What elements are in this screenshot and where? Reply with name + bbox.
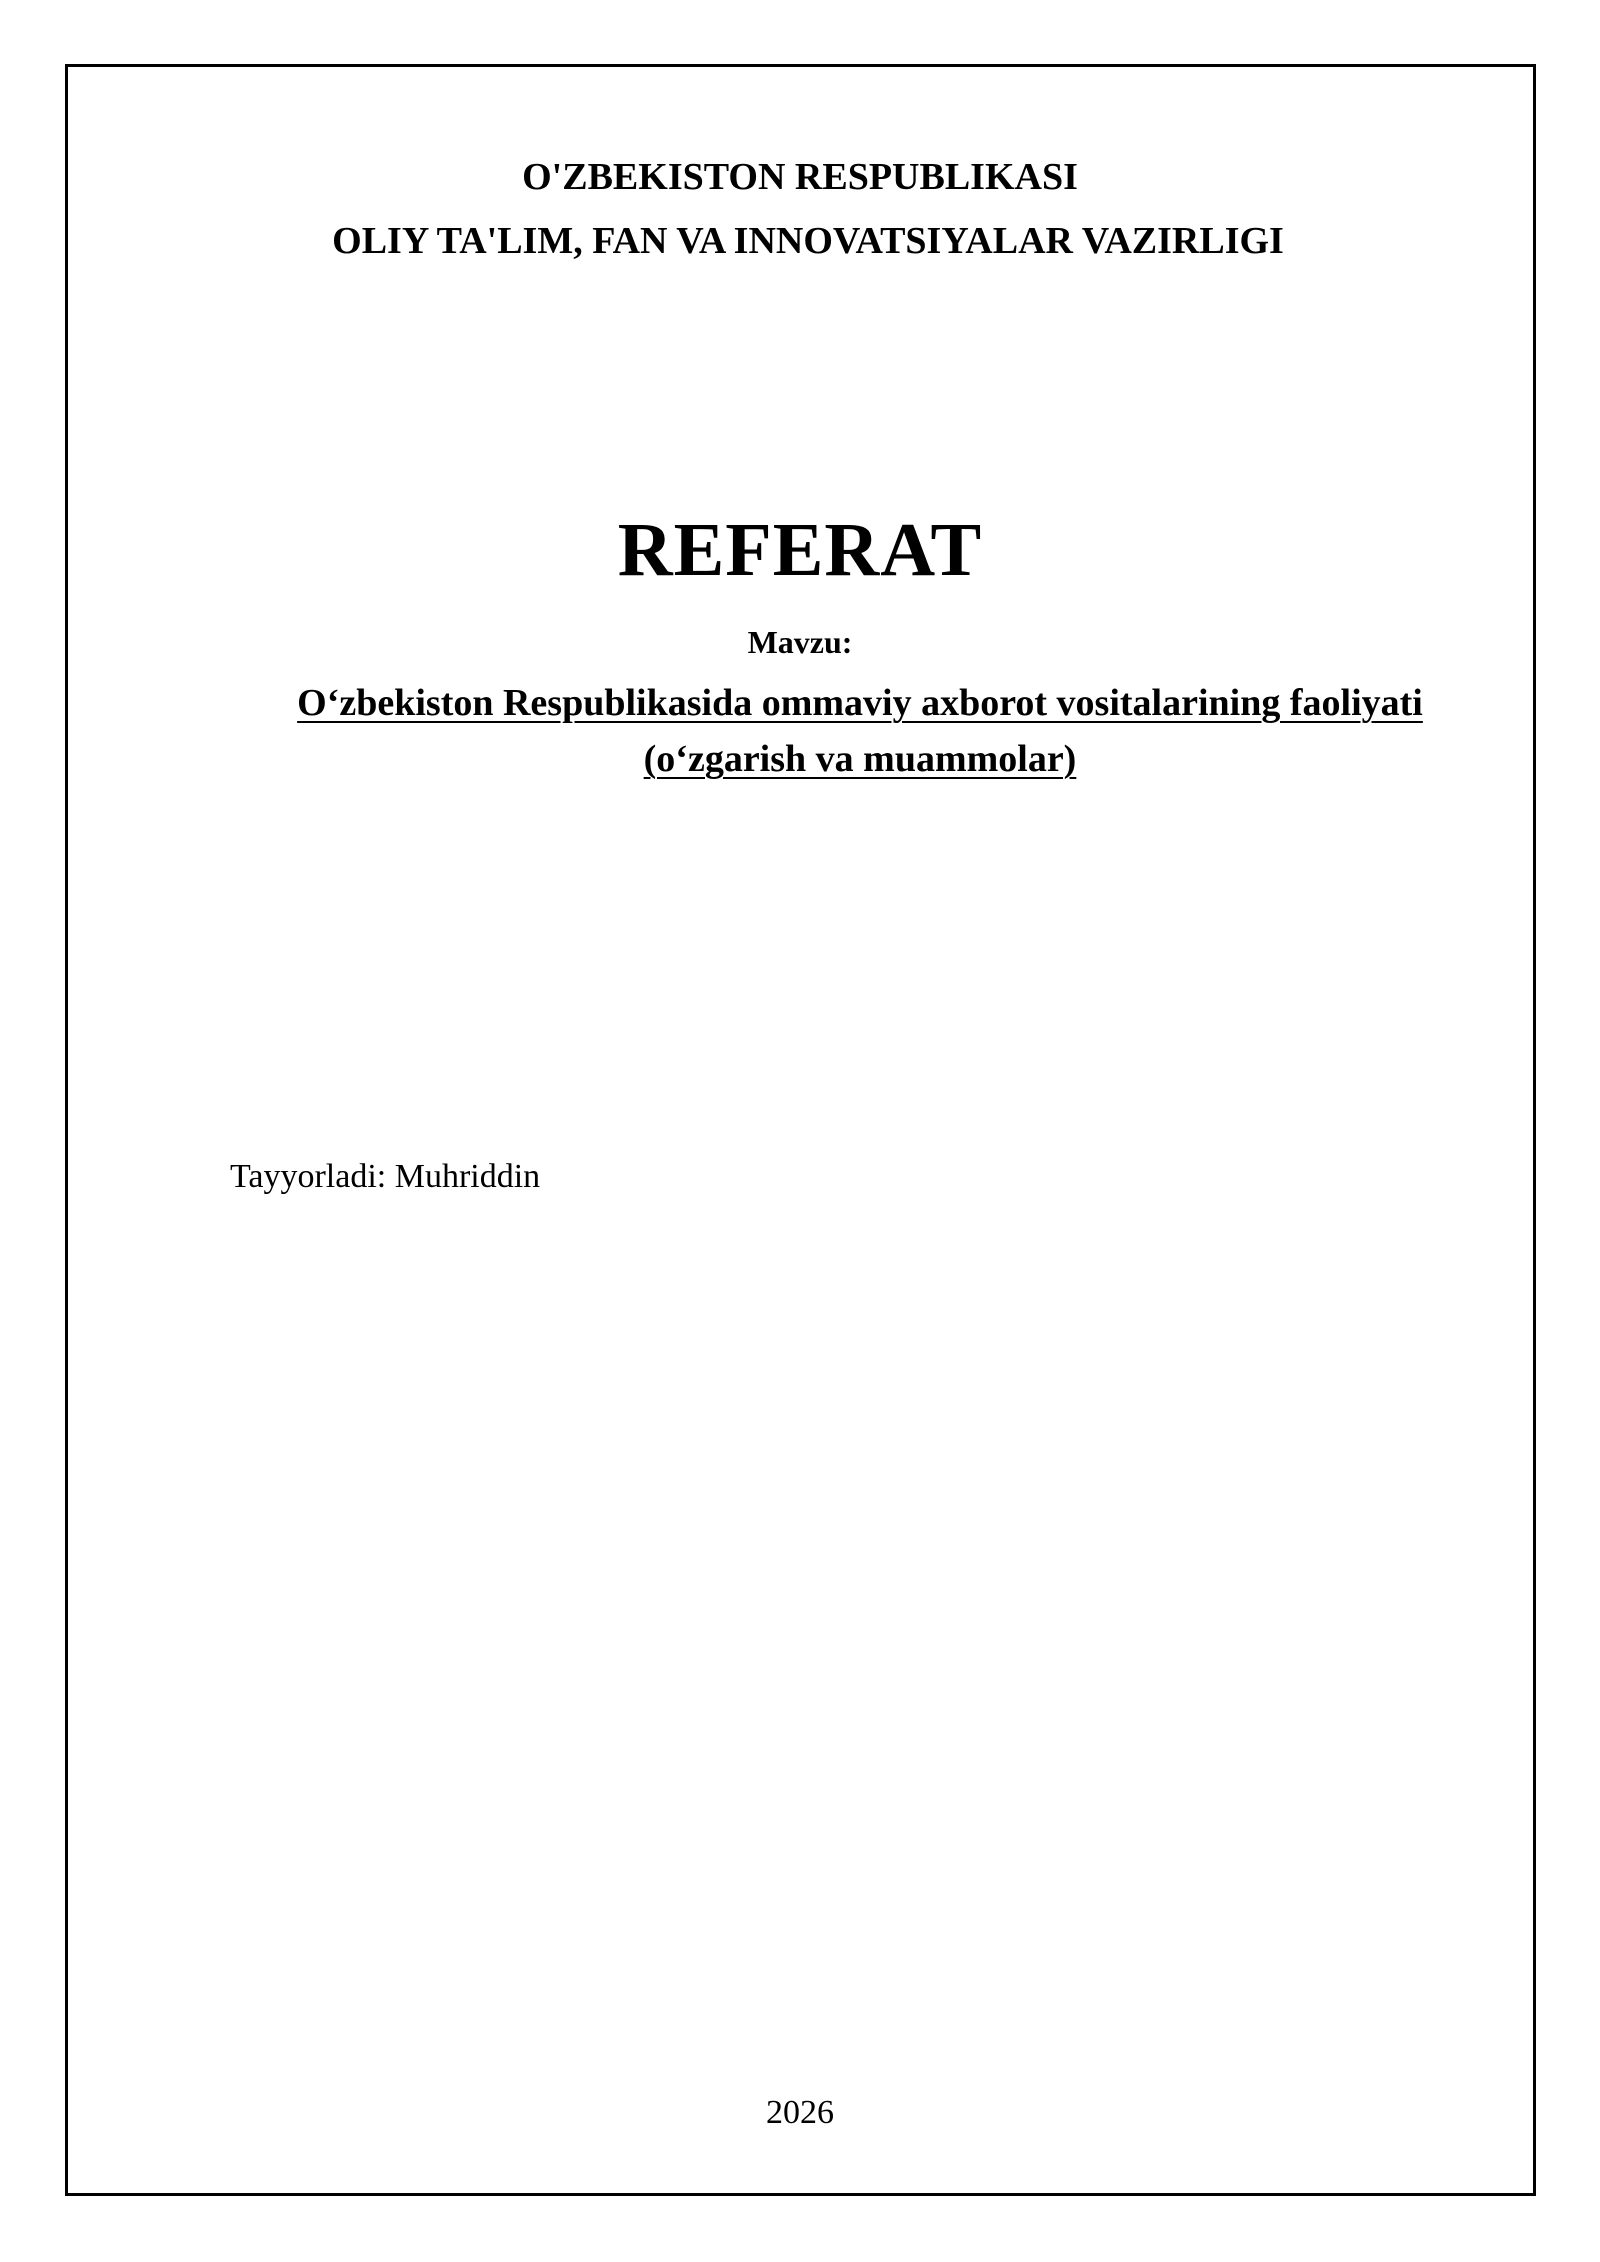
document-type-title: REFERAT <box>617 508 983 592</box>
ministry-heading: OLIY TA'LIM, FAN VA INNOVATSIYALAR VAZIRLIGI <box>332 220 1284 262</box>
topic-title: O‘zbekiston Respublikasida ommaviy axborot vositalarining faoliyati (o‘zgarish va muammolar) <box>297 682 1423 780</box>
page-border <box>65 64 1536 2196</box>
prepared-by-text: Tayyorladi: Muhriddin <box>230 1158 541 1195</box>
year-text: 2026 <box>766 2094 834 2131</box>
topic-label: Mavzu: <box>747 624 853 660</box>
country-heading: O'ZBEKISTON RESPUBLIKASI <box>522 156 1078 198</box>
